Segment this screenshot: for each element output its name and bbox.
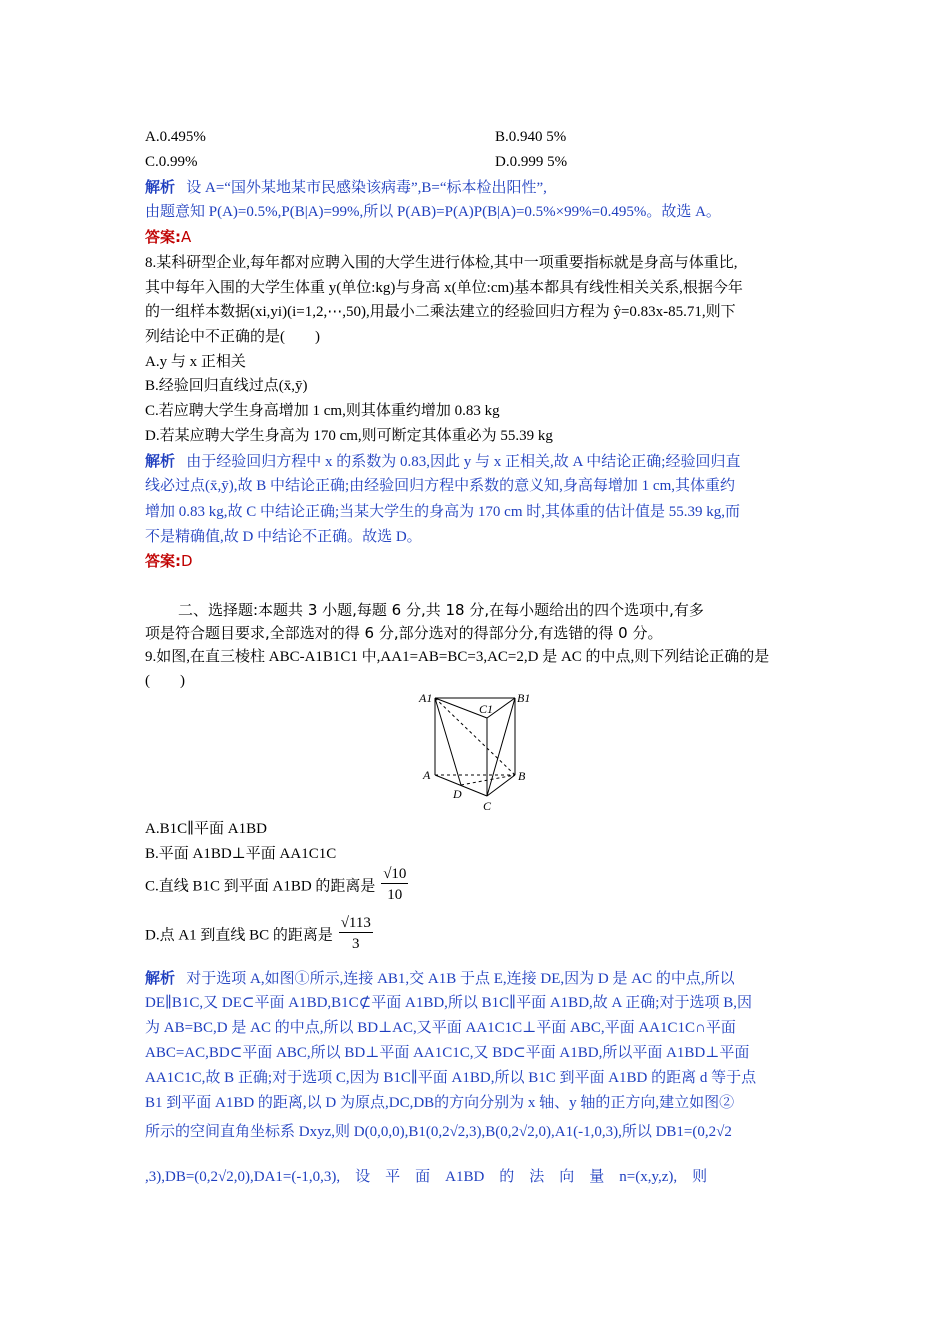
edge-d-b bbox=[461, 775, 515, 785]
option-d-fraction: $\frac{√113}{3}$ bbox=[340, 915, 371, 952]
q9-stem-line-2: ( ) bbox=[145, 673, 185, 689]
label-b: B bbox=[518, 769, 526, 783]
q8-analysis-label: 解析 bbox=[145, 452, 176, 470]
q8-option-d: D.若某应聘大学生身高为 170 cm,则可断定其体重必为 55.39 kg bbox=[145, 428, 553, 444]
section-heading-line-1: 二、选择题:本题共 3 小题,每题 6 分,共 18 分,在每小题给出的四个选项中,有多 bbox=[178, 601, 704, 619]
q9-option-c: C.直线 B1C 到平面 A1BD 的距离是 $\frac{√10}{10}$ bbox=[145, 866, 407, 903]
q7-analysis-label: 解析 bbox=[145, 178, 176, 196]
q7-answer: 答案:A bbox=[145, 228, 192, 246]
q8-analysis-line-2: 线必过点(x̄,ȳ),故 B 中结论正确;由经验回归方程中系数的意义知,身高每增加 1 cm,其体重约 bbox=[145, 478, 735, 494]
q9-analysis-line-2: DE∥B1C,又 DE⊂平面 A1BD,B1C⊄平面 A1BD,所以 B1C∥平面 A1BD,故 A 正确;对于选项 B,因 bbox=[145, 995, 752, 1011]
q8-stem-line-3: 的一组样本数据(xi,yi)(i=1,2,⋯,50),用最小二乘法建立的经验回归方程为 ŷ=0.83x-85.71,则下 bbox=[145, 304, 736, 320]
q8-option-a: A.y 与 x 正相关 bbox=[145, 354, 246, 370]
q9-option-b: B.平面 A1BD⊥平面 AA1C1C bbox=[145, 846, 337, 862]
q8-answer: 答案:D bbox=[145, 552, 193, 570]
q9-stem-line-1: 9.如图,在直三棱柱 ABC-A1B1C1 中,AA1=AB=BC=3,AC=2,D 是 AC 的中点,则下列结论正确的是 bbox=[145, 649, 770, 665]
q9-analysis-line-7: 所示的空间直角坐标系 Dxyz,则 D(0,0,0),B1(0,2√2,3),B(0,2√2,0),A1(-1,0,3),所以 DB1=(0,2√2 bbox=[145, 1124, 732, 1140]
edge-b-c bbox=[487, 775, 515, 796]
q8-analysis-line-3: 增加 0.83 kg,故 C 中结论正确;当某大学生的身高为 170 cm 时,其体重的估计值是 55.39 kg,而 bbox=[145, 504, 741, 520]
label-d: D bbox=[453, 787, 462, 801]
q7-option-b: B.0.940 5% bbox=[495, 129, 567, 145]
q8-option-b: B.经验回归直线过点(x̄,ȳ) bbox=[145, 378, 308, 394]
label-c1: C1 bbox=[479, 702, 494, 716]
q9-analysis-label: 解析 bbox=[145, 969, 176, 987]
q7-option-c: C.0.99% bbox=[145, 154, 198, 170]
q9-analysis-line-8: ,3),DB=(0,2√2,0),DA1=(-1,0,3), 设 平 面 A1BD 的 法 向 量 n=(x,y,z), 则 bbox=[145, 1169, 708, 1185]
option-c-fraction: $\frac{√10}{10}$ bbox=[383, 866, 407, 903]
q9-analysis-line-5: AA1C1C,故 B 正确;对于选项 C,因为 B1C∥平面 A1BD,所以 B1C 到平面 A1BD 的距离 d 等于点 bbox=[145, 1070, 757, 1086]
label-b1: B1 bbox=[517, 691, 531, 705]
q7-option-d: D.0.999 5% bbox=[495, 154, 568, 170]
q8-stem-line-1: 8.某科研型企业,每年都对应聘入围的大学生进行体检,其中一项重要指标就是身高与体重比, bbox=[145, 255, 738, 271]
label-a1: A1 bbox=[419, 691, 433, 705]
q9-analysis-line-6: B1 到平面 A1BD 的距离,以 D 为原点,DC,DB的方向分别为 x 轴、y 轴的正方向,建立如图② bbox=[145, 1095, 735, 1111]
section-heading-line-2: 项是符合题目要求,全部选对的得 6 分,部分选对的得部分分,有选错的得 0 分。 bbox=[145, 624, 663, 642]
q9-option-a: A.B1C∥平面 A1BD bbox=[145, 821, 267, 837]
q7-option-a: A.0.495% bbox=[145, 129, 206, 145]
q8-analysis-line-1: 解析 由于经验回归方程中 x 的系数为 0.83,因此 y 与 x 正相关,故 A 中结论正确;经验回归直 bbox=[145, 452, 741, 470]
q8-stem-line-4: 列结论中不正确的是( ) bbox=[145, 329, 320, 345]
q9-analysis-line-1: 解析 对于选项 A,如图①所示,连接 AB1,交 A1B 于点 E,连接 DE,因为 D 是 AC 的中点,所以 bbox=[145, 969, 735, 987]
q7-analysis-line-2: 由题意知 P(A)=0.5%,P(B|A)=99%,所以 P(AB)=P(A)P(B|A)=0.5%×99%=0.495%。故选 A。 bbox=[145, 204, 721, 220]
prism-figure bbox=[415, 688, 535, 813]
q8-stem-line-2: 其中每年入围的大学生体重 y(单位:kg)与身高 x(单位:cm)基本都具有线性相关关系,根据今年 bbox=[145, 280, 743, 296]
q8-option-c: C.若应聘大学生身高增加 1 cm,则其体重约增加 0.83 kg bbox=[145, 403, 500, 419]
q9-analysis-line-3: 为 AB=BC,D 是 AC 的中点,所以 BD⊥AC,又平面 AA1C1C⊥平面 ABC,平面 AA1C1C∩平面 bbox=[145, 1020, 736, 1036]
q9-option-d: D.点 A1 到直线 BC 的距离是 $\frac{√113}{3}$ bbox=[145, 915, 371, 952]
label-c: C bbox=[483, 799, 492, 813]
q7-analysis-line-1: 解析 设 A=“国外某地某市民感染该病毒”,B=“标本检出阳性”, bbox=[145, 178, 547, 196]
q9-analysis-line-4: ABC=AC,BD⊂平面 ABC,所以 BD⊥平面 AA1C1C,又 BD⊂平面 A1BD,所以平面 A1BD⊥平面 bbox=[145, 1045, 750, 1061]
q8-analysis-line-4: 不是精确值,故 D 中结论不正确。故选 D。 bbox=[145, 529, 422, 545]
label-a: A bbox=[423, 768, 431, 782]
